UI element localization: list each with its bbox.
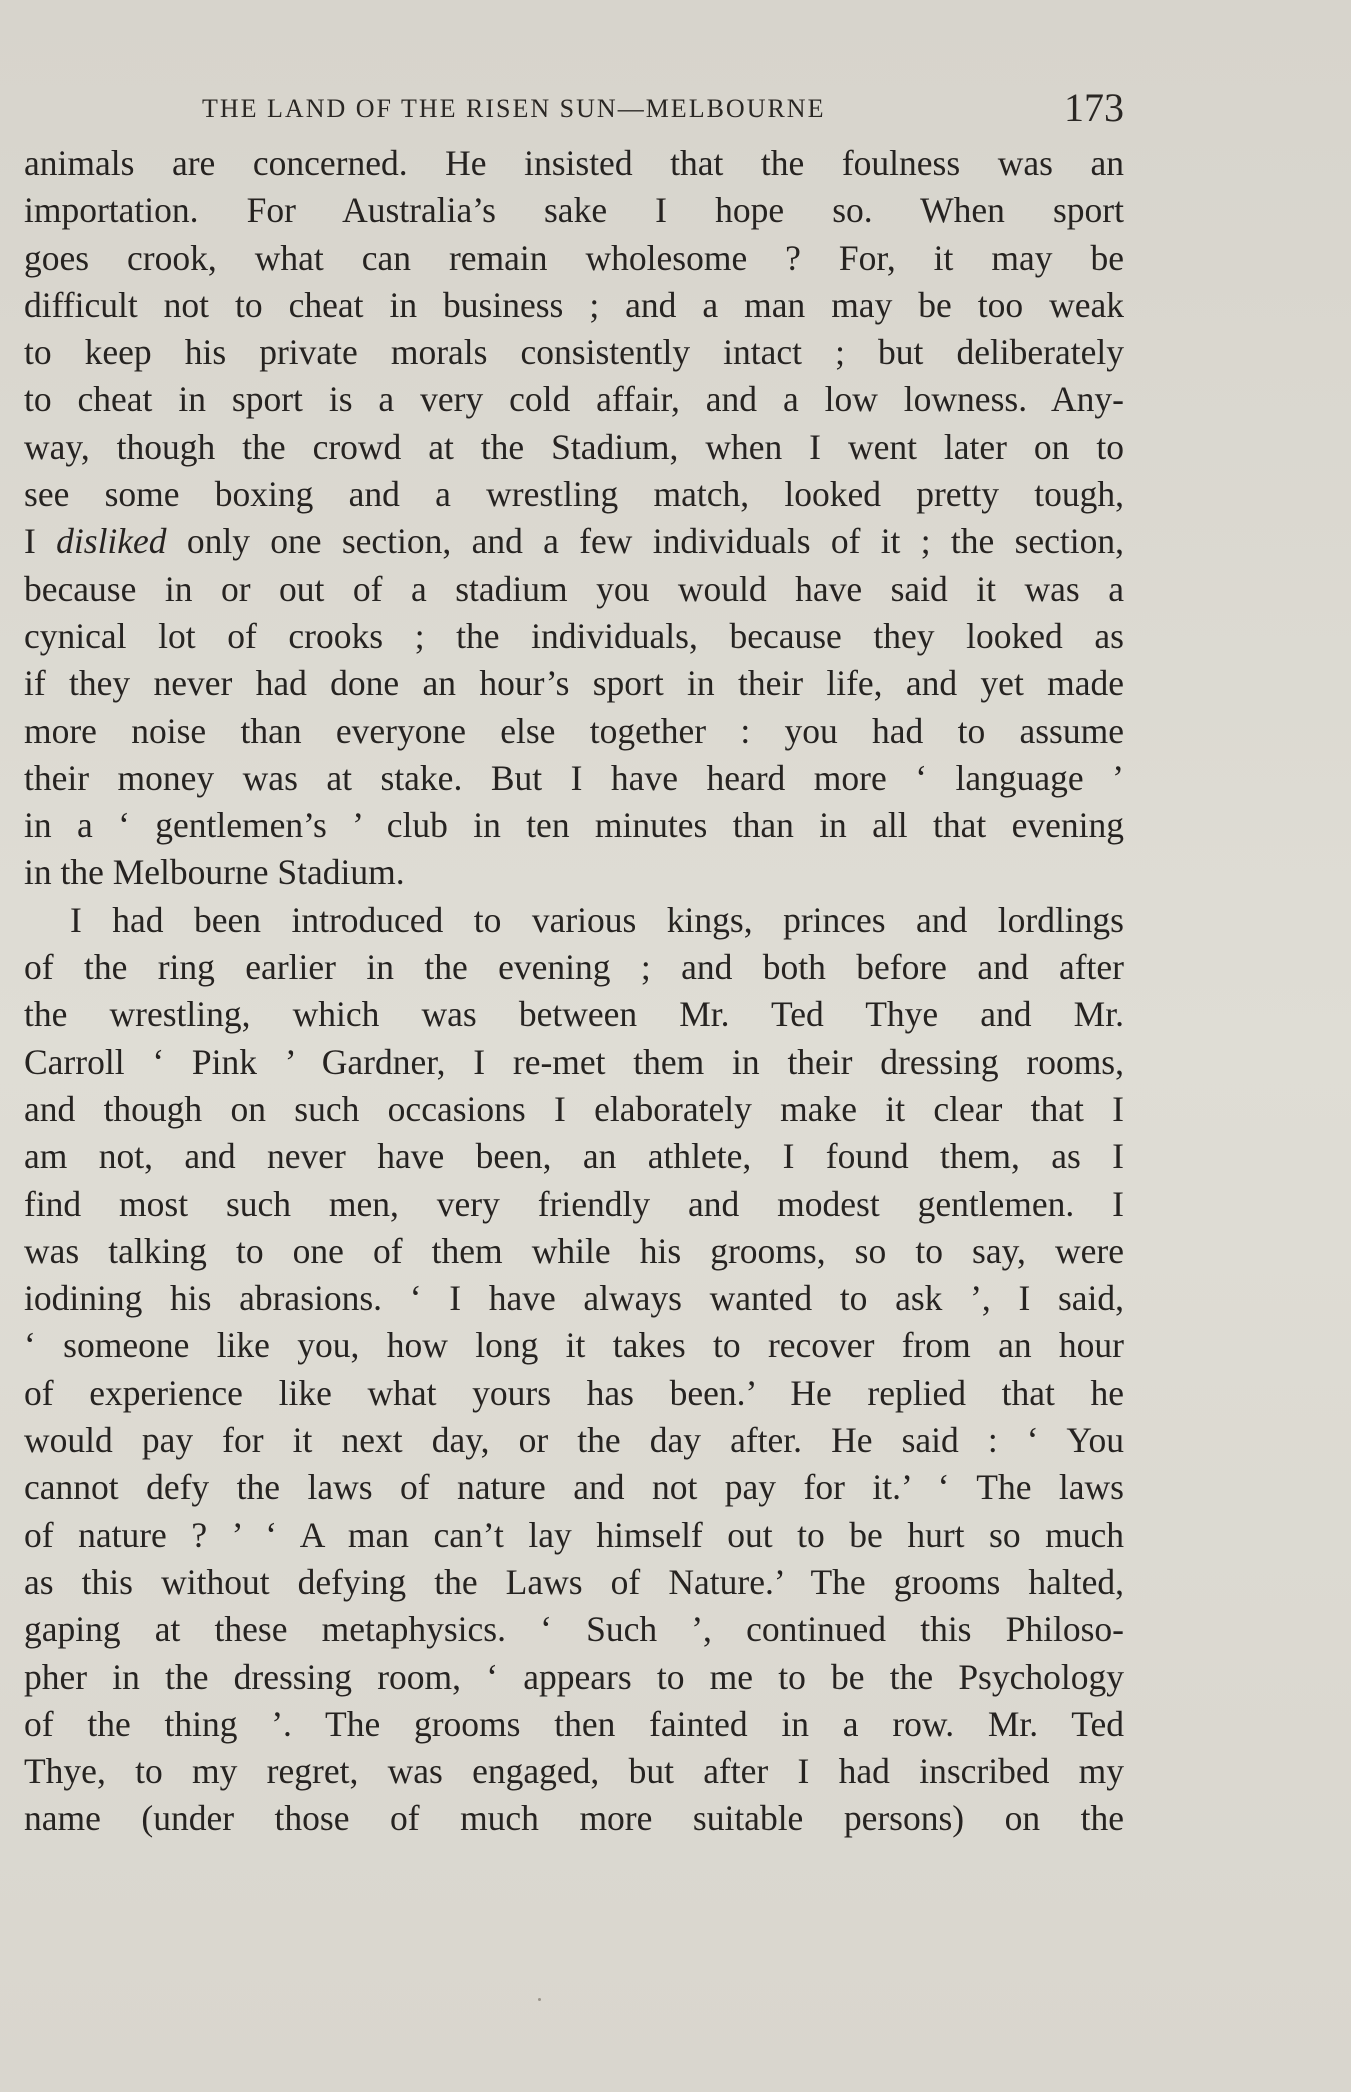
text-line: importation. For Australia’s sake I hope so. When sport [24,190,1124,231]
text-line: Thye, to my regret, was engaged, but after I had inscribed my [24,1751,1124,1792]
text-line: more noise than everyone else together : you had to assume [24,710,1124,751]
text-line: find most such men, very friendly and modest gentlemen. I [24,1183,1124,1224]
text-line: cynical lot of crooks ; the individuals, because they looked as [24,615,1124,656]
text-line: way, though the crowd at the Stadium, when I went later on to [24,426,1124,467]
text-line: the wrestling, which was between Mr. Ted Thye and Mr. [24,994,1124,1035]
text-line: pher in the dressing room, ‘ appears to me to be the Psychology [24,1656,1124,1697]
paragraph-1 [24,140,1124,897]
text-line: would pay for it next day, or the day after. He said : ‘ You [24,1420,1124,1461]
text-line: in the Melbourne Stadium. [24,852,405,893]
text-line: Carroll ‘ Pink ’ Gardner, I re-met them in their dressing rooms, [24,1041,1124,1082]
text-line: of the ring earlier in the evening ; and both before and after [24,947,1124,988]
text-line: of experience like what yours has been.’ He replied that he [24,1372,1124,1413]
text-line: in a ‘ gentlemen’s ’ club in ten minutes than in all that evening [24,805,1124,846]
page-number: 173 [1064,85,1124,130]
emphasis: disliked [56,521,167,562]
paper-speck [538,1998,541,2001]
text-line: animals are concerned. He insisted that the foulness was an [24,143,1124,183]
text-line: if they never had done an hour’s sport in their life, and yet made [24,663,1124,704]
text-line: ‘ someone like you, how long it takes to recover from an hour [24,1325,1124,1366]
text-line: I disliked only one section, and a few individuals of it ; the section, [24,521,1124,562]
text-line: was talking to one of them while his grooms, so to say, were [24,1230,1124,1271]
paragraph-2 [24,897,1124,1843]
text-line: and though on such occasions I elaborately make it clear that I [24,1088,1124,1129]
text-line: because in or out of a stadium you would have said it was a [24,568,1124,609]
text-line: of the thing ’. The grooms then fainted in a row. Mr. Ted [24,1703,1124,1744]
text-line: as this without defying the Laws of Nature.’ The grooms halted, [24,1561,1124,1602]
text-line: difficult not to cheat in business ; and a man may be too weak [24,284,1124,325]
text-line: goes crook, what can remain wholesome ? For, it may be [24,237,1124,278]
text-line: name (under those of much more suitable persons) on the [24,1798,1124,1839]
text-line: to cheat in sport is a very cold affair, and a low lowness. Any- [24,379,1124,420]
text-line: see some boxing and a wrestling match, looked pretty tough, [24,474,1124,515]
text-body [24,140,1124,1843]
text-line: gaping at these metaphysics. ‘ Such ’, continued this Philoso- [24,1609,1124,1650]
text-line: am not, and never have been, an athlete, I found them, as I [24,1136,1124,1177]
text-line: their money was at stake. But I have heard more ‘ language ’ [24,757,1124,798]
text-line: of nature ? ’ ‘ A man can’t lay himself out to be hurt so much [24,1514,1124,1555]
text-line: cannot defy the laws of nature and not pay for it.’ ‘ The laws [24,1467,1124,1508]
book-page [24,80,1124,1843]
running-title: THE LAND OF THE RISEN SUN—MELBOURNE [202,94,826,123]
text-line: to keep his private morals consistently intact ; but deliberately [24,332,1124,373]
running-head [24,80,1124,132]
text-line: iodining his abrasions. ‘ I have always wanted to ask ’, I said, [24,1278,1124,1319]
text-line: I had been introduced to various kings, princes and lordlings [70,899,1124,940]
